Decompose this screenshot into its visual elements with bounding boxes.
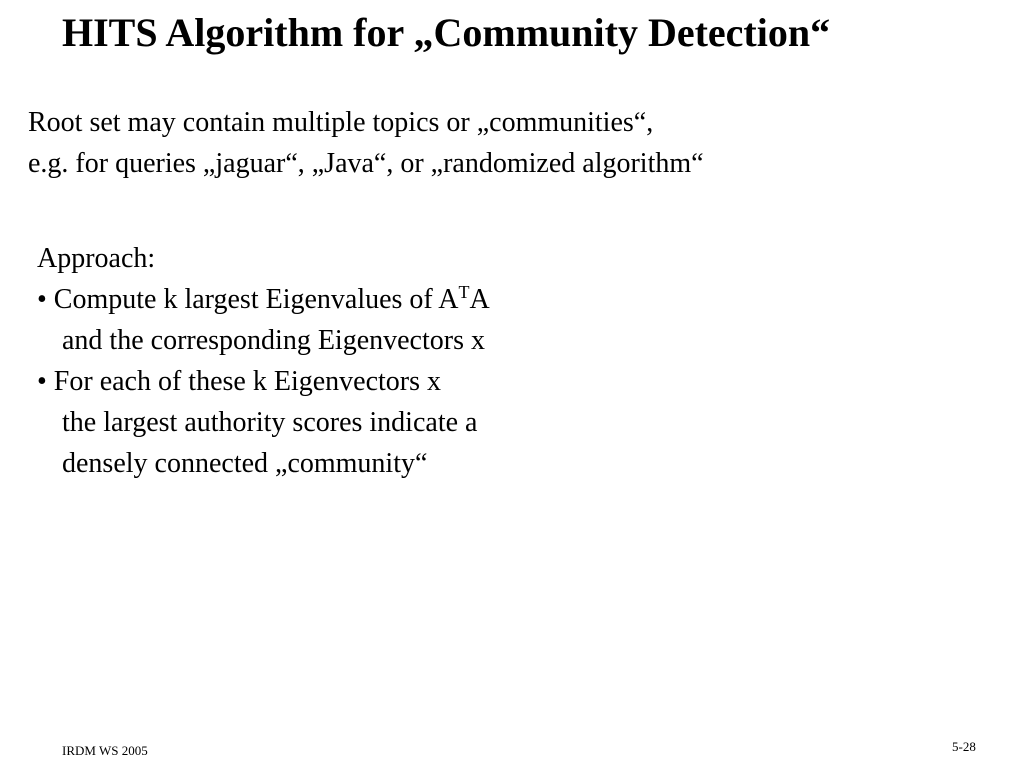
bullet-1-continuation: and the corresponding Eigenvectors x xyxy=(62,325,485,356)
intro-text xyxy=(28,102,704,184)
bullet-1-matrix: A xyxy=(469,284,490,315)
footer-page-number: 5-28 xyxy=(952,739,976,754)
intro-line-1: Root set may contain multiple topics or „communities“, xyxy=(28,107,654,138)
transpose-superscript: T xyxy=(458,282,470,302)
approach-heading: Approach: xyxy=(37,243,156,274)
bullet-2-continuation-1: the largest authority scores indicate a xyxy=(62,407,478,438)
approach-section xyxy=(37,238,490,484)
bullet-1-text: • Compute k largest Eigenvalues of A xyxy=(37,284,459,315)
slide-title: HITS Algorithm for „Community Detection“ xyxy=(62,10,831,55)
footer-course-label: IRDM WS 2005 xyxy=(62,743,148,758)
bullet-2-continuation-2: densely connected „community“ xyxy=(62,448,428,479)
bullet-1 xyxy=(37,279,490,320)
intro-line-2: e.g. for queries „jaguar“, „Java“, or „randomized algorithm“ xyxy=(28,148,704,179)
bullet-2: • For each of these k Eigenvectors x xyxy=(37,366,442,397)
